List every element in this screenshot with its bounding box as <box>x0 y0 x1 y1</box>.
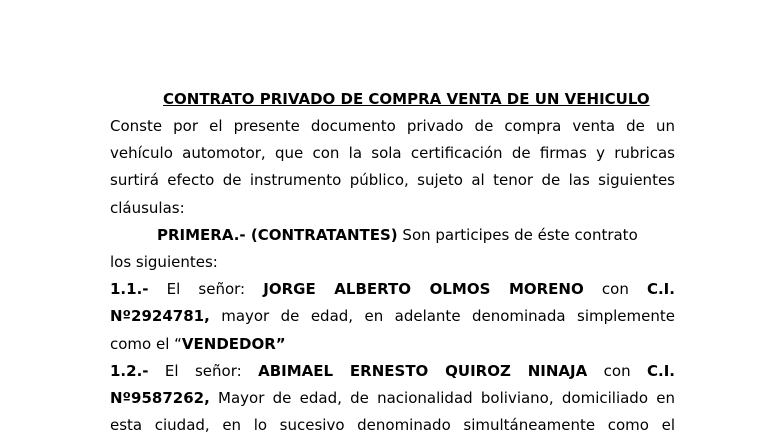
clause-primera-text: Son participes de éste contrato <box>397 225 638 244</box>
item-1-2-line1 <box>110 358 675 385</box>
intro-line-4: cláusulas: <box>110 198 185 217</box>
item-1-1-line2 <box>110 303 675 330</box>
item-1-2-name: ABIMAEL ERNESTO QUIROZ NINAJA <box>258 361 588 380</box>
clause-primera-line1 <box>110 222 675 249</box>
item-1-2-ci-label: C.I. <box>647 361 675 380</box>
item-1-1-ci-label: C.I. <box>646 280 675 299</box>
item-1-2-number: 1.2.- <box>110 361 149 380</box>
clause-primera-line2: los siguientes: <box>110 252 218 271</box>
item-1-2-line3: esta ciudad, en lo sucesivo denominado simultáneamente como el <box>110 416 675 435</box>
item-1-1-number: 1.1.- <box>110 280 149 299</box>
item-1-2-rest: Mayor de edad, de nacionalidad boliviano, domiciliado en <box>218 388 675 407</box>
contract-body <box>110 113 675 439</box>
item-1-1-con: con <box>601 280 629 299</box>
item-1-1-line3-prefix: como el “ <box>110 334 182 353</box>
item-1-2-con: con <box>603 361 631 380</box>
item-1-1-line1 <box>110 276 675 303</box>
item-1-1-line3 <box>110 331 675 358</box>
contract-title: CONTRATO PRIVADO DE COMPRA VENTA DE UN VEHICULO <box>163 90 650 108</box>
item-1-1-lead: El señor: <box>166 280 246 299</box>
item-1-1-rest: mayor de edad, en adelante denominada simplemente <box>221 307 675 326</box>
intro-line-2: vehículo automotor, que con la sola certificación de firmas y rubricas <box>110 144 675 163</box>
item-1-1-name: JORGE ALBERTO OLMOS MORENO <box>263 280 584 299</box>
item-1-2-lead: El señor: <box>164 361 242 380</box>
item-1-2-ci-number: Nº9587262, <box>110 388 210 407</box>
clause-primera-heading: PRIMERA.- (CONTRATANTES) <box>157 225 398 244</box>
intro-line-3: surtirá efecto de instrumento público, sujeto al tenor de las siguientes <box>110 171 675 190</box>
item-1-2-line2 <box>110 385 675 412</box>
item-1-1-role: VENDEDOR” <box>181 334 286 353</box>
item-1-1-ci-number: Nº2924781, <box>110 307 210 326</box>
intro-line-1: Conste por el presente documento privado de compra venta de un <box>110 117 675 135</box>
